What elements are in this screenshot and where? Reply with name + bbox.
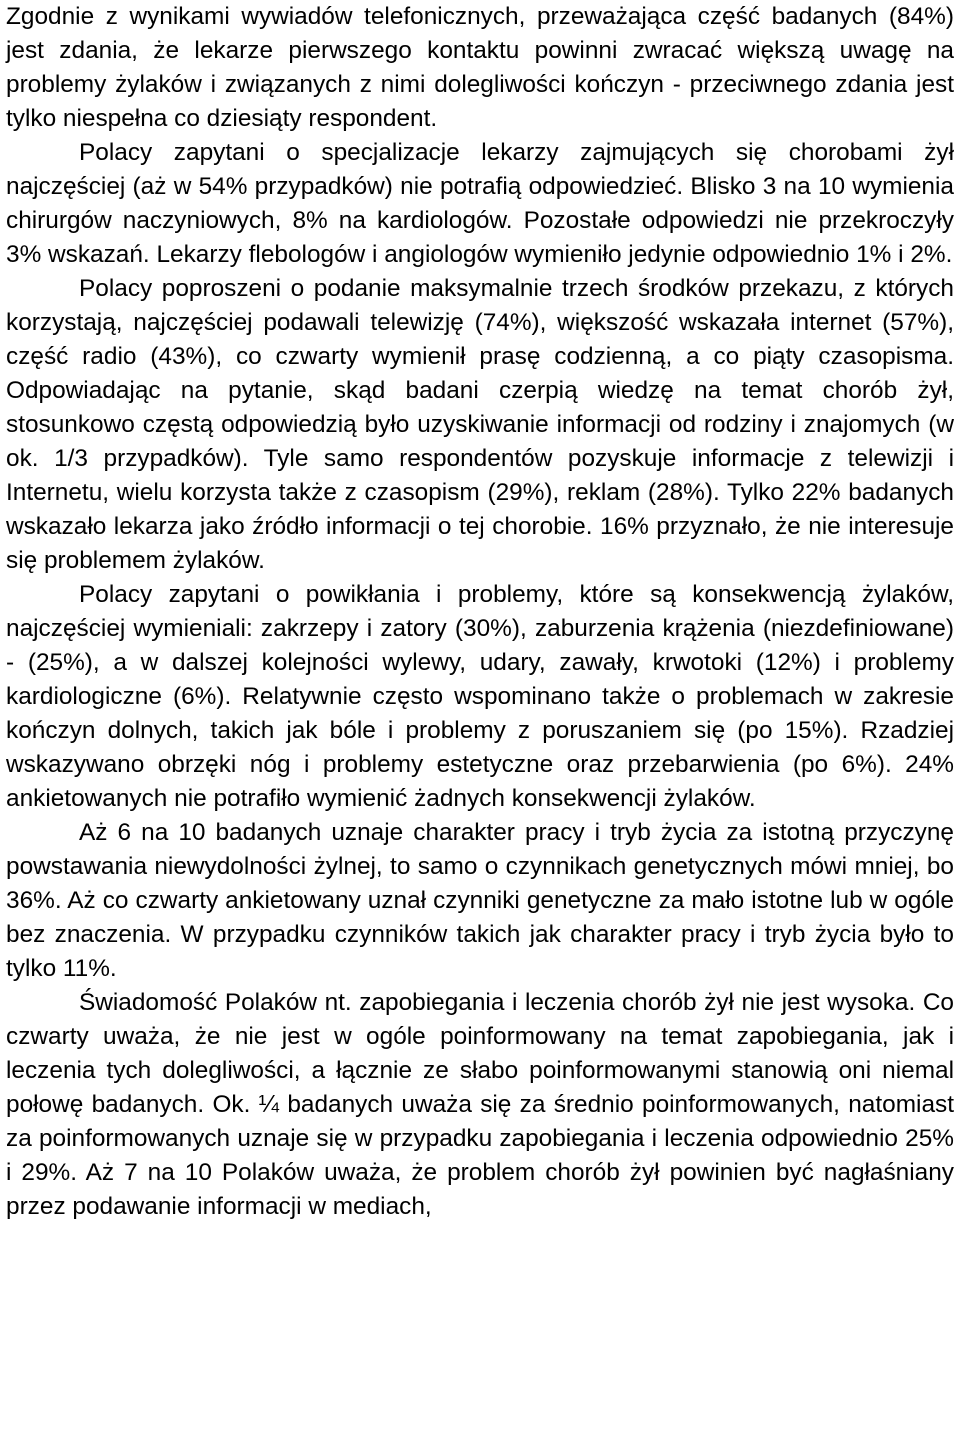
paragraph-specialists: Polacy zapytani o specjalizacje lekarzy zajmujących się chorobami żył najczęściej (aż w 54% przypadków) nie potrafią odpowiedzieć. Blisko 3 na 10 wymienia chirurgów naczyniowych, 8% na kardiologów. Pozostałe odpowiedzi nie przekroczyły 3% wskazań. Lekarzy flebologów i angiologów wymieniło jedynie odpowiednio 1% i 2%. [6, 139, 954, 268]
paragraph-gp-opinion: Zgodnie z wynikami wywiadów telefonicznych, przeważająca część badanych (84%) jest zdania, że lekarze pierwszego kontaktu powinni zwracać większą uwagę na problemy żylaków i związanych z nimi dolegliwości kończyn - przeciwnego zdania jest tylko niespełna co dziesiąty respondent. [6, 3, 954, 132]
paragraph-causes: Aż 6 na 10 badanych uznaje charakter pracy i tryb życia za istotną przyczynę powstawania niewydolności żylnej, to samo o czynnikach genetycznych mówi mniej, bo 36%. Aż co czwarty ankietowany uznał czynniki genetyczne za mało istotne lub w ogóle bez znaczenia. W przypadku czynników takich jak charakter pracy i tryb życia było to tylko 11%. [6, 819, 954, 982]
paragraph-media-sources: Polacy poproszeni o podanie maksymalnie trzech środków przekazu, z których korzystają, najczęściej podawali telewizję (74%), większość wskazała internet (57%), część radio (43%), co czwarty wymienił prasę codzienną, a co piąty czasopisma. Odpowiadając na pytanie, skąd badani czerpią wiedzę na temat chorób żył, stosunkowo częstą odpowiedzią było uzyskiwanie informacji od rodziny i znajomych (w ok. 1/3 przypadków). Tyle samo respondentów pozyskuje informacje z telewizji i Internetu, wielu korzysta także z czasopism (29%), reklam (28%). Tylko 22% badanych wskazało lekarza jako źródło informacji o tej chorobie. 16% przyznało, że nie interesuje się problemem żylaków. [6, 275, 954, 574]
paragraph-awareness: Świadomość Polaków nt. zapobiegania i leczenia chorób żył nie jest wysoka. Co czwarty uważa, że nie jest w ogóle poinformowany na temat zapobiegania, jak i leczenia tych dolegliwości, a łącznie ze słabo poinformowanymi stanowią oni niemal połowę badanych. Ok. ¼ badanych uważa się za średnio poinformowanych, natomiast za poinformowanych uznaje się w przypadku zapobiegania i leczenia odpowiednio 25% i 29%. Aż 7 na 10 Polaków uważa, że problem chorób żył powinien być nagłaśniany przez podawanie informacji w mediach, [6, 989, 954, 1220]
paragraph-complications: Polacy zapytani o powikłania i problemy, które są konsekwencją żylaków, najczęściej wymieniali: zakrzepy i zatory (30%), zaburzenia krążenia (niezdefiniowane) - (25%), a w dalszej kolejności wylewy, udary, zawały, krwotoki (12%) i problemy kardiologiczne (6%). Relatywnie często wspominano także o problemach w zakresie kończyn dolnych, takich jak bóle i problemy z poruszaniem się (po 15%). Rzadziej wskazywano obrzęki nóg i problemy estetyczne oraz przebarwienia (po 6%). 24% ankietowanych nie potrafiło wymienić żadnych konsekwencji żylaków. [6, 581, 954, 812]
